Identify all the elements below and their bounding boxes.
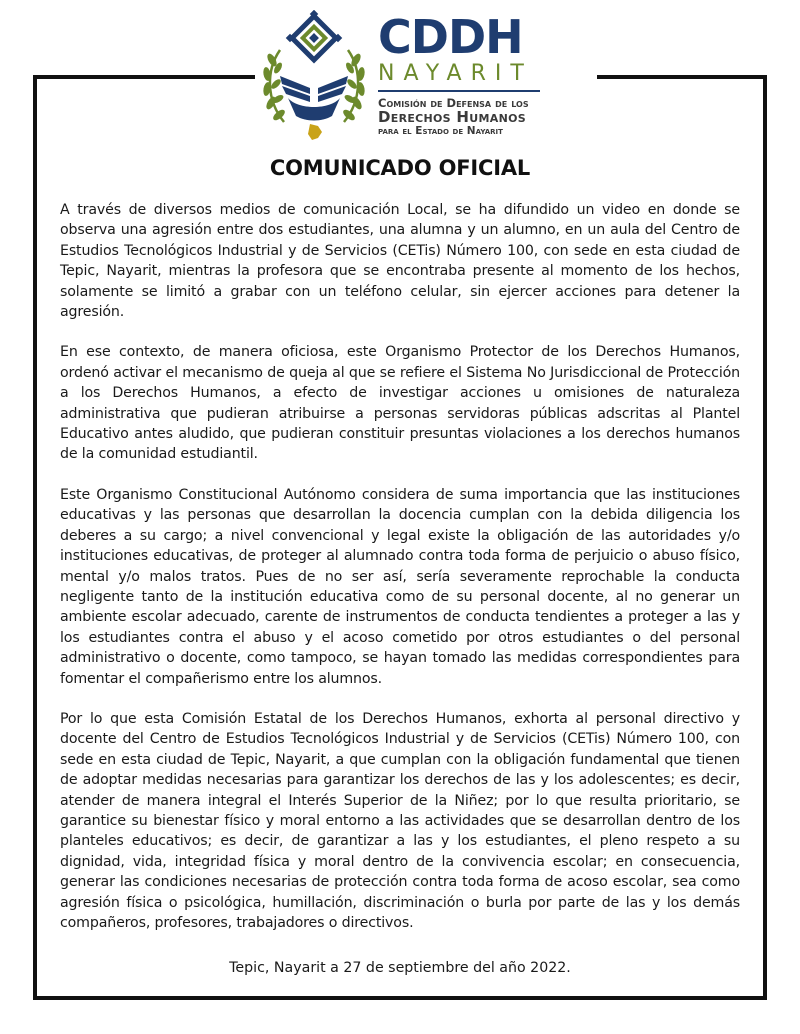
closing-date-line: Tepic, Nayarit a 27 de septiembre del año 2022. [229, 960, 571, 976]
brand-divider [378, 90, 540, 92]
wings-hands [280, 76, 348, 121]
paragraph-1: A través de diversos medios de comunicación Local, se ha difundido un video en donde se observa una agresión entre dos estudiantes, una alumna y un alumno, en un aula del Centro de Estudios Tecnológicos Industrial y de Servicios (CETis) Número 100, con sede en esta ciudad de Tepic, Nayarit, mientras la profesora que se encontraba presente al momento de los hechos, solamente se limitó a grabar con un teléfono celular, sin ejercer acciones para detener la agresión. [60, 202, 740, 321]
brand-block [378, 10, 548, 137]
laurel-left [262, 50, 286, 122]
org-name-line1: Comisión de Defensa de los [378, 96, 529, 110]
frame-right [763, 75, 767, 1000]
cddh-emblem-icon [258, 10, 370, 142]
brand-sub-text: NAYARIT [378, 61, 533, 86]
document-title: COMUNICADO OFICIAL [269, 156, 531, 180]
paragraph-4: Por lo que esta Comisión Estatal de los Derechos Humanos, exhorta al personal directivo y docente del Centro de Estudios Tecnológicos Industrial y de Servicios (CETis) Número 100, con sede en esta ciudad de Tepic, Nayarit, a que cumplan con la obligación fundamental que tienen de adoptar medidas necesarias para garantizar los derechos de las y los adolescentes; es decir, atender de manera integral el Interés Superior de la Niñez; por lo que resulta prioritario, se garantice su bienestar físico y moral entorno a las actividades que se desarrollan dentro de los planteles educativos; es decir, de garantizar a las y los estudiantes, el pleno respeto a su dignidad, vida, integridad física y moral dentro de la convivencia escolar; en consecuencia, generar las condiciones necesarias de protección contra toda forma de acoso escolar, sea como agresión física o psicológica, humillación, discriminación o burla por parte de las y los demás compañeros, profesores, trabajadores o directivos. [60, 710, 740, 931]
brand-main-text: CDDH [378, 10, 523, 64]
frame-left [33, 75, 37, 1000]
document-body [60, 200, 740, 953]
frame-top-left [33, 75, 255, 79]
paragraph-3: Este Organismo Constitucional Autónomo considera de suma importancia que las instituciones educativas y las personas que desarrollan la docencia cumplan con la debida diligencia los deberes a su cargo; a nivel convencional y legal existe la obligación de las autoridades y/o instituciones educativas, de proteger al alumnado contra toda forma de perjuicio o abuso físico, mental y/o malos tratos. Pues de no ser así, sería severamente reprochable la conducta negligente tanto de la institución educativa como de su personal docente, al no generar un ambiente escolar adecuado, carente de instrumentos de conducta tendientes a proteger a las y los estudiantes contra el abuso y el acoso cometido por otros estudiantes o del personal administrativo o docente, como tampoco, se hayan tomado las medidas correspondientes para fomentar el compañerismo entre los alumnos. [60, 486, 740, 687]
org-name-line3: para el Estado de Nayarit [378, 125, 503, 137]
frame-bottom [33, 996, 767, 1000]
state-map [308, 124, 322, 140]
paragraph-2: En ese contexto, de manera oficiosa, este Organismo Protector de los Derechos Humanos, ordenó activar el mecanismo de queja al que se refiere el Sistema No Jurisdiccional de Protección a los Derechos Humanos, a efecto de investigar acciones u omisiones de naturaleza administrativa que pudieran atribuirse a personas servidoras públicas adscritas al Plantel Educativo antes aludido, que pudieran constituir presuntas violaciones a los derechos humanos de la comunidad estudiantil. [60, 344, 740, 463]
frame-top-right [597, 75, 767, 79]
laurel-right [341, 50, 365, 122]
org-name-line2: Derechos Humanos [378, 108, 526, 126]
diamond-motif [286, 10, 342, 63]
